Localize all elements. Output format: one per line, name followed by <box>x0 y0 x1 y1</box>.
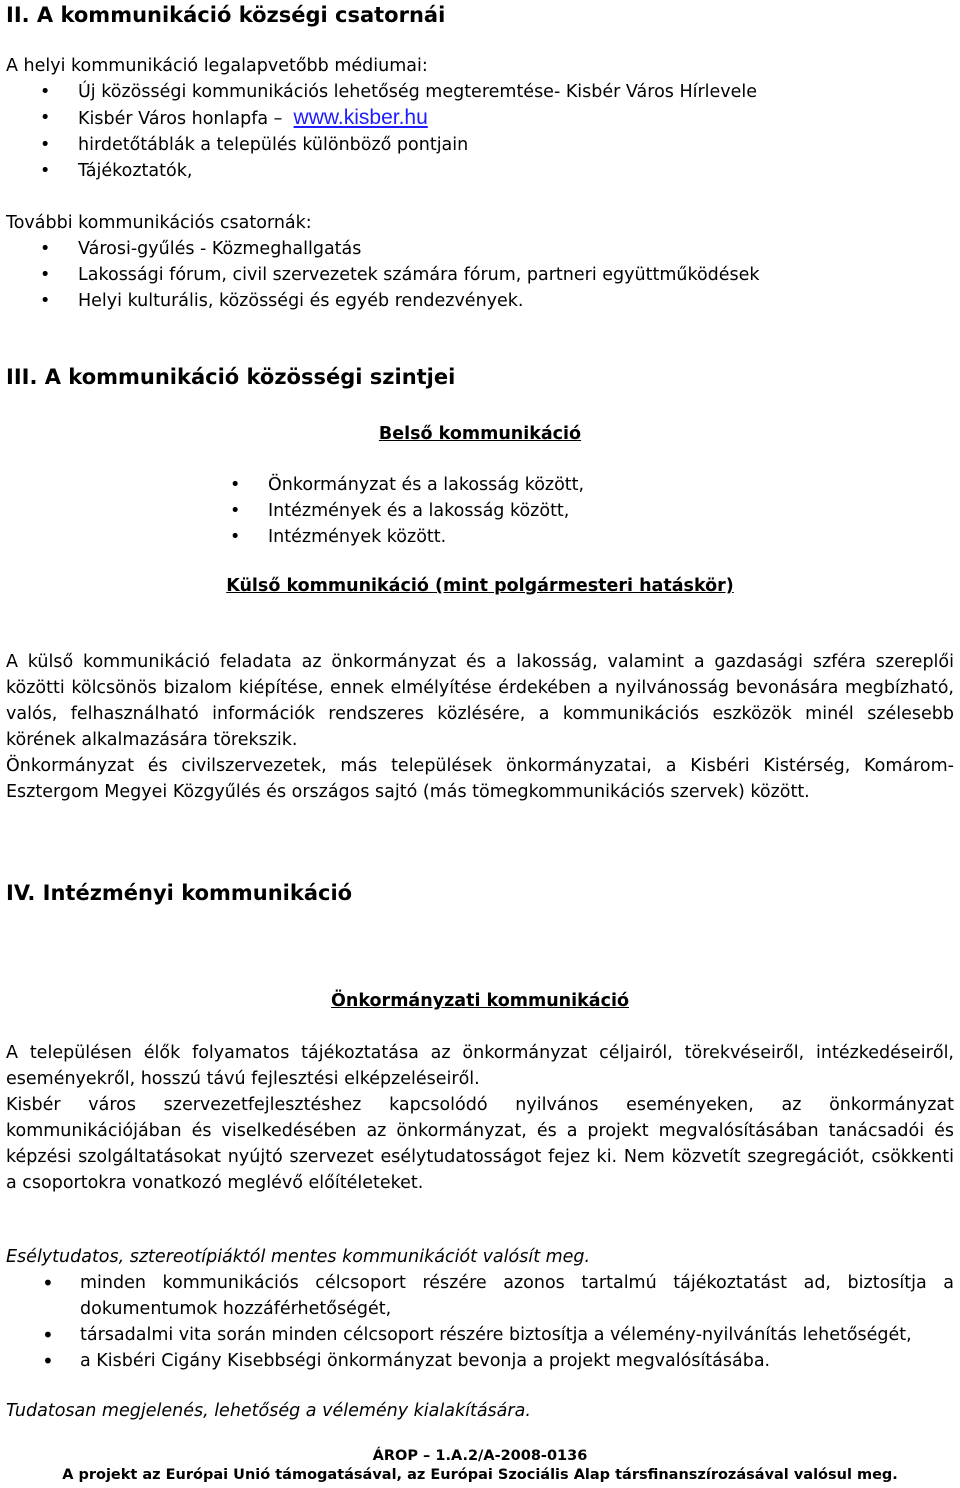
section-3-title: III. A kommunikáció közösségi szintjei <box>6 365 456 389</box>
section-4-paragraph-2: Kisbér város szervezetfejlesztéshez kapcsolódó nyilvános eseményeken, az önkormányzat kommunikációjában és viselkedésében az önkormányzat, és a projekt megvalósításában tanácsadói és képzési szolgáltatásokat nyújtó szervezet esélytudatosságot fejez ki. Nem közvetít szegregációt, csökkenti a csoportokra vonatkozó meglévő előítéleteket. <box>6 1095 954 1193</box>
list-item: • a Kisbéri Cigány Kisebbségi önkormányzat bevonja a projekt megvalósításába. <box>6 1348 954 1374</box>
list-item: • Intézmények és a lakosság között, <box>6 498 954 524</box>
section-2-intro: A helyi kommunikáció legalapvetőbb médiumai: <box>6 56 428 76</box>
external-paragraph-1: A külső kommunikáció feladata az önkormányzat és a lakosság, valamint a gazdasági szféra szereplői közötti kölcsönös bizalom kiépítése, ennek elmélyítése érdekében a nyilvánosság bevonására megbízható, valós, felhasználható információk rendszeres közlésére, a kommunikációs eszközök minél szélesebb körének alkalmazására törekszik. <box>6 652 954 750</box>
section-4-paragraph-1: A településen élők folyamatos tájékoztatása az önkormányzat céljairól, törekvéseiről, intézkedéseiről, eseményekről, hosszú távú fejlesztési elképzeléseiről. <box>6 1043 954 1089</box>
footer-code: ÁROP – 1.A.2/A-2008-0136 <box>372 1448 588 1464</box>
external-paragraph-2: Önkormányzat és civilszervezetek, más települések önkormányzatai, a Kisbéri Kistérség, Komárom-Esztergom Megyei Közgyűlés és országos sajtó (más tömegkommunikációs szervek) között. <box>6 756 954 802</box>
section-4-title: IV. Intézményi kommunikáció <box>6 881 353 905</box>
list-item: • Lakossági fórum, civil szervezetek számára fórum, partneri együttműködések <box>6 262 954 288</box>
list-item: • Városi-gyűlés - Közmeghallgatás <box>6 236 954 262</box>
footer-note: A projekt az Európai Unió támogatásával, az Európai Szociális Alap társfinanszírozásával valósul meg. <box>62 1467 898 1483</box>
list-item: • társadalmi vita során minden célcsoport részére biztosítja a vélemény-nyilvánítás lehetőségét, <box>6 1322 954 1348</box>
equal-opportunity-intro: Esélytudatos, sztereotípiáktól mentes kommunikációt valósít meg. <box>6 1247 591 1267</box>
internal-communication-list <box>6 472 954 550</box>
list-item: • Tájékoztatók, <box>6 158 954 184</box>
section-2-title: II. A kommunikáció községi csatornái <box>6 3 446 27</box>
closing-sentence: Tudatosan megjelenés, lehetőség a vélemény kialakítására. <box>6 1401 531 1421</box>
website-link[interactable]: www.kisber.hu <box>293 106 428 129</box>
list-item: • hirdetőtáblák a település különböző pontjain <box>6 132 954 158</box>
media-list <box>6 79 954 184</box>
list-item: • Intézmények között. <box>6 524 954 550</box>
list-item: • Önkormányzat és a lakosság között, <box>6 472 954 498</box>
internal-communication-heading: Belső kommunikáció <box>378 424 582 444</box>
other-channels-intro: További kommunikációs csatornák: <box>6 213 312 233</box>
equal-opportunity-list <box>6 1270 954 1374</box>
municipal-communication-heading: Önkormányzati kommunikáció <box>331 991 629 1011</box>
other-channels-list <box>6 236 954 314</box>
list-item: • Kisbér Város honlapfa – www.kisber.hu <box>6 105 954 132</box>
list-item: • Új közösségi kommunikációs lehetőség megteremtése- Kisbér Város Hírlevele <box>6 79 954 105</box>
external-communication-heading: Külső kommunikáció (mint polgármesteri hatáskör) <box>226 576 734 596</box>
list-item: • minden kommunikációs célcsoport részére azonos tartalmú tájékoztatást ad, biztosítja a dokumentumok hozzáférhetőségét, <box>6 1270 954 1322</box>
list-item: • Helyi kulturális, közösségi és egyéb rendezvények. <box>6 288 954 314</box>
